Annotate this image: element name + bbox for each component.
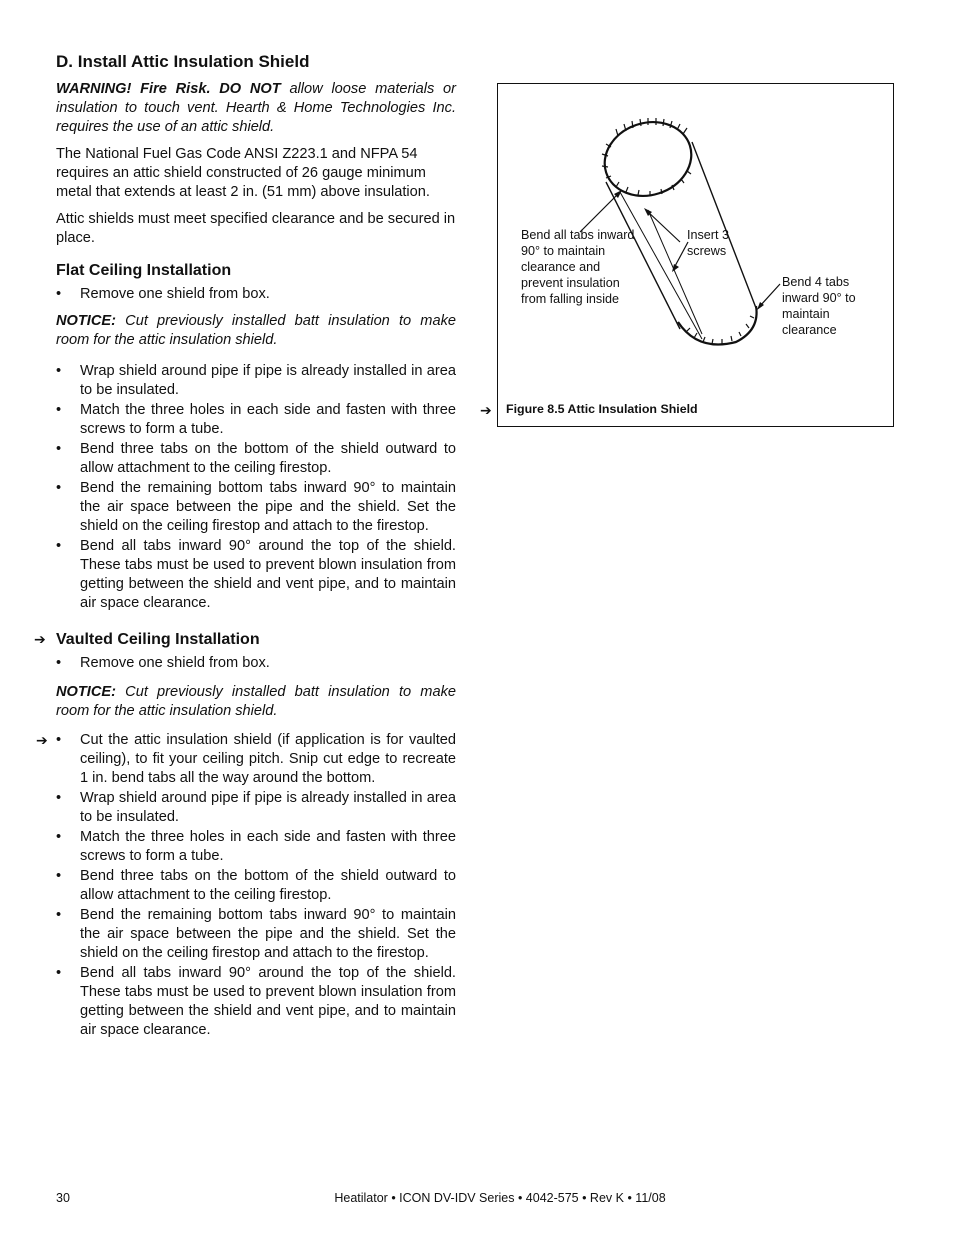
page-number: 30 (56, 1191, 70, 1205)
left-column (34, 52, 456, 1048)
list-item: • Wrap shield around pipe if pipe is already installed in area to be insulated. (56, 363, 456, 398)
list-item: • Match the three holes in each side and fasten with three screws to form a tube. (56, 402, 456, 437)
footer-doc-info: Heatilator • ICON DV-IDV Series • 4042-575 • Rev K • 11/08 (334, 1191, 666, 1205)
label-top-tabs: Bend all tabs inward 90° to maintain clearance and prevent insulation from falling inside (521, 228, 635, 306)
label-bottom-tabs: Bend 4 tabs inward 90° to maintain clearance (782, 275, 856, 337)
figure-attic-shield (497, 83, 894, 427)
right-arrow-icon: ➔ (36, 732, 48, 748)
warning-paragraph (56, 80, 456, 137)
clearance-paragraph: Attic shields must meet specified clearance and be secured in place. (56, 211, 456, 246)
figure-caption: Figure 8.5 Attic Insulation Shield (506, 402, 698, 416)
flat-intro-list (56, 285, 456, 304)
list-item: • Bend three tabs on the bottom of the shield outward to allow attachment to the ceiling firestop. (56, 441, 456, 476)
flat-notice: NOTICE: Cut previously installed batt insulation to make room for the attic insulation shield. (56, 313, 456, 348)
list-item: • Wrap shield around pipe if pipe is already installed in area to be insulated. (56, 790, 456, 825)
notice-lead: NOTICE: (56, 684, 116, 700)
vaulted-ceiling-title: ➔ Vaulted Ceiling Installation (34, 631, 260, 648)
flat-steps-list (56, 362, 456, 613)
right-arrow-icon: ➔ (480, 402, 492, 418)
list-item: • Bend all tabs inward 90° around the top of the shield. These tabs must be used to prevent blown insulation from getting between the shield and vent pipe, and to maintain air space clearance. (56, 965, 456, 1038)
right-arrow-icon: ➔ (34, 631, 46, 647)
top-tabs (602, 118, 691, 196)
list-item: • Match the three holes in each side and fasten with three screws to form a tube. (56, 829, 456, 864)
notice-lead: NOTICE: (56, 313, 116, 329)
list-item: • Bend the remaining bottom tabs inward 90° to maintain the air space between the pipe and the shield. Set the shield on the ceiling firestop and attach to the firestop. (56, 480, 456, 534)
vaulted-intro-list (56, 654, 456, 673)
section-title: D. Install Attic Insulation Shield (56, 52, 310, 71)
label-insert-screws: Insert 3 screws (687, 228, 729, 258)
list-item: • Remove one shield from box. (56, 655, 270, 671)
flat-ceiling-title: Flat Ceiling Installation (56, 262, 232, 279)
list-item: • Remove one shield from box. (56, 286, 270, 302)
vaulted-steps-list (36, 731, 456, 1040)
list-item: • Bend all tabs inward 90° around the top of the shield. These tabs must be used to prevent blown insulation from getting between the shield and vent pipe, and to maintain air space clearance. (56, 538, 456, 611)
warning-text: allow loose materials or insulation to touch vent. Hearth & Home Technologies Inc. requires the use of an attic shield. (56, 81, 456, 135)
list-item: • Bend three tabs on the bottom of the shield outward to allow attachment to the ceiling firestop. (56, 868, 456, 903)
list-item: ➔ • Cut the attic insulation shield (if application is for vaulted ceiling), to fit your ceiling pitch. Snip cut edge to recreate 1 in. bend tabs all the way around the bottom. (36, 732, 456, 786)
list-item: • Bend the remaining bottom tabs inward 90° to maintain the air space between the pipe and the shield. Set the shield on the ceiling firestop and attach to the firestop. (56, 907, 456, 961)
vaulted-notice: NOTICE: Cut previously installed batt insulation to make room for the attic insulation shield. (56, 684, 456, 719)
code-paragraph: The National Fuel Gas Code ANSI Z223.1 and NFPA 54 requires an attic shield constructed of 26 gauge minimum metal that extends at least 2 in. (51 mm) above insulation. (56, 146, 430, 200)
warning-lead: WARNING! Fire Risk. DO NOT (56, 81, 281, 97)
